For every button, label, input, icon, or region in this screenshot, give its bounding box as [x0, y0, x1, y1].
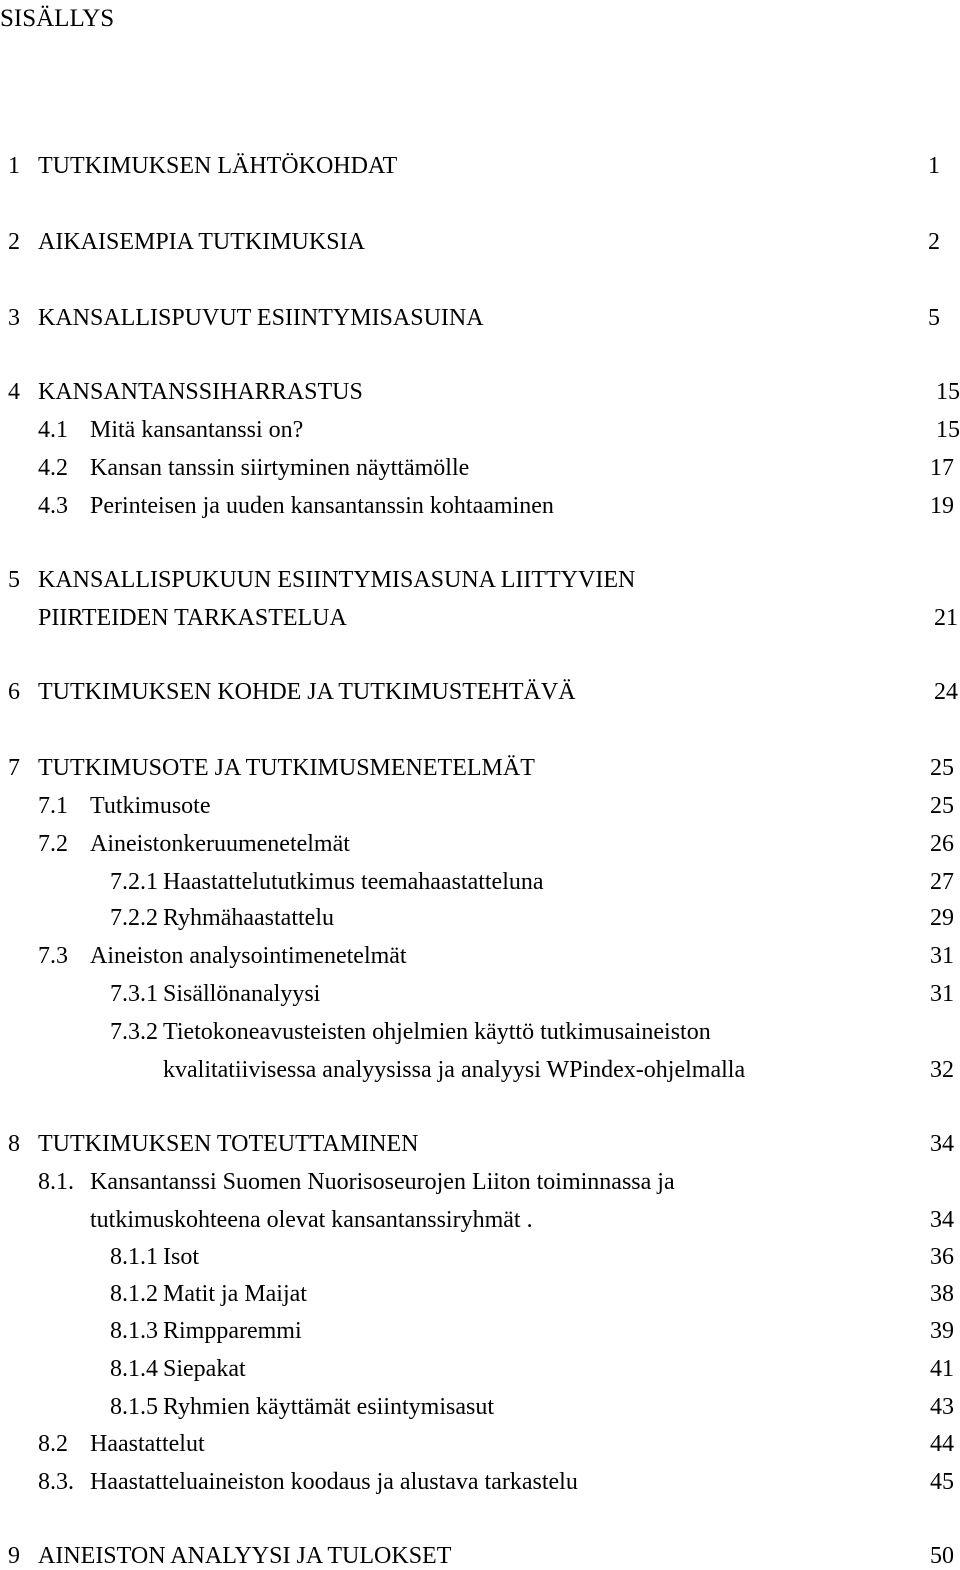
toc-entry-title: KANSANTANSSIHARRASTUS — [38, 379, 363, 405]
toc-entry-title: Siepakat — [163, 1356, 246, 1382]
toc-entry-number: 8.1.1 — [110, 1244, 158, 1270]
toc-entry-number: 8.1. — [38, 1169, 74, 1195]
toc-entry-title: Ryhmien käyttämät esiintymisasut — [163, 1394, 494, 1420]
toc-entry-number: 4 — [8, 379, 20, 405]
toc-entry-page: 41 — [930, 1356, 954, 1382]
toc-entry-page: 2 — [928, 229, 940, 255]
toc-entry-page: 29 — [930, 905, 954, 931]
toc-entry-title: TUTKIMUKSEN LÄHTÖKOHDAT — [38, 153, 398, 179]
toc-entry-page: 39 — [930, 1318, 954, 1344]
toc-entry-number: 7.3 — [38, 943, 68, 969]
toc-entry-number: 1 — [8, 153, 20, 179]
toc-entry-title: KANSALLISPUKUUN ESIINTYMISASUNA LIITTYVIEN — [38, 567, 636, 593]
toc-entry-number: 7.1 — [38, 793, 68, 819]
toc-entry-title: Tietokoneavusteisten ohjelmien käyttö tutkimusaineiston — [163, 1019, 711, 1045]
toc-entry-title: Tutkimusote — [90, 793, 211, 819]
toc-entry-page: 19 — [930, 493, 954, 519]
toc-entry-number: 7.2.1 — [110, 869, 158, 895]
toc-entry-number: 4.1 — [38, 417, 68, 443]
toc-entry-number: 7.3.1 — [110, 981, 158, 1007]
toc-entry-page: 34 — [930, 1207, 954, 1233]
toc-entry-title: AINEISTON ANALYYSI JA TULOKSET — [38, 1543, 452, 1569]
toc-entry-title: Kansan tanssin siirtyminen näyttämölle — [90, 455, 470, 481]
toc-entry-page: 24 — [934, 679, 958, 705]
toc-entry-page: 31 — [930, 981, 954, 1007]
toc-entry-page: 44 — [930, 1431, 954, 1457]
toc-entry-page: 15 — [936, 379, 960, 405]
toc-entry-page: 5 — [928, 305, 940, 331]
toc-entry-page: 17 — [930, 455, 954, 481]
toc-entry-title: TUTKIMUSOTE JA TUTKIMUSMENETELMÄT — [38, 755, 535, 781]
toc-entry-number: 8.1.4 — [110, 1356, 158, 1382]
toc-entry-title: tutkimuskohteena olevat kansantanssiryhmät . — [90, 1207, 533, 1233]
toc-entry-title: TUTKIMUKSEN TOTEUTTAMINEN — [38, 1131, 419, 1157]
toc-entry-number: 6 — [8, 679, 20, 705]
toc-entry-title: Haastattelututkimus teemahaastatteluna — [163, 869, 544, 895]
toc-entry-number: 8.1.2 — [110, 1281, 158, 1307]
toc-entry-number: 8.1.3 — [110, 1318, 158, 1344]
toc-entry-title: Matit ja Maijat — [163, 1281, 307, 1307]
toc-entry-number: 4.2 — [38, 455, 68, 481]
toc-entry-number: 8.1.5 — [110, 1394, 158, 1420]
toc-entry-title: KANSALLISPUVUT ESIINTYMISASUINA — [38, 305, 484, 331]
toc-entry-page: 31 — [930, 943, 954, 969]
toc-entry-title: Kansantanssi Suomen Nuorisoseurojen Liiton toiminnassa ja — [90, 1169, 675, 1195]
toc-entry-title: Haastattelut — [90, 1431, 205, 1457]
toc-entry-title: PIIRTEIDEN TARKASTELUA — [38, 605, 347, 631]
toc-entry-title: Rimpparemmi — [163, 1318, 302, 1344]
toc-entry-page: 21 — [934, 605, 958, 631]
toc-entry-page: 43 — [930, 1394, 954, 1420]
toc-entry-number: 7.2 — [38, 831, 68, 857]
toc-entry-number: 8.3. — [38, 1469, 74, 1495]
toc-entry-page: 25 — [930, 755, 954, 781]
toc-entry-page: 25 — [930, 793, 954, 819]
toc-entry-title: Aineiston analysointimenetelmät — [90, 943, 407, 969]
toc-entry-page: 50 — [930, 1543, 954, 1569]
toc-entry-page: 34 — [930, 1131, 954, 1157]
toc-entry-title: Mitä kansantanssi on? — [90, 417, 304, 443]
page-title: SISÄLLYS — [0, 5, 115, 32]
toc-entry-page: 27 — [930, 869, 954, 895]
toc-entry-number: 8 — [8, 1131, 20, 1157]
toc-entry-title: kvalitatiivisessa analyysissa ja analyysi WPindex-ohjelmalla — [163, 1057, 746, 1083]
toc-entry-number: 7.2.2 — [110, 905, 158, 931]
toc-entry-page: 26 — [930, 831, 954, 857]
toc-entry-number: 8.2 — [38, 1431, 68, 1457]
toc-entry-number: 9 — [8, 1543, 20, 1569]
toc-entry-page: 38 — [930, 1281, 954, 1307]
toc-entry-page: 15 — [936, 417, 960, 443]
toc-entry-title: Isot — [163, 1244, 199, 1270]
toc-entry-title: AIKAISEMPIA TUTKIMUKSIA — [38, 229, 365, 255]
toc-entry-number: 7.3.2 — [110, 1019, 158, 1045]
toc-entry-number: 3 — [8, 305, 20, 331]
toc-entry-title: Sisällönanalyysi — [163, 981, 321, 1007]
toc-entry-title: Perinteisen ja uuden kansantanssin kohtaaminen — [90, 493, 554, 519]
toc-entry-page: 36 — [930, 1244, 954, 1270]
toc-entry-title: Ryhmähaastattelu — [163, 905, 334, 931]
toc-entry-title: TUTKIMUKSEN KOHDE JA TUTKIMUSTEHTÄVÄ — [38, 679, 576, 705]
toc-entry-page: 1 — [928, 153, 940, 179]
toc-entry-number: 5 — [8, 567, 20, 593]
toc-entry-number: 2 — [8, 229, 20, 255]
toc-entry-title: Aineistonkeruumenetelmät — [90, 831, 350, 857]
toc-entry-number: 7 — [8, 755, 20, 781]
toc-entry-page: 32 — [930, 1057, 954, 1083]
toc-entry-page: 45 — [930, 1469, 954, 1495]
toc-entry-number: 4.3 — [38, 493, 68, 519]
toc-entry-title: Haastatteluaineiston koodaus ja alustava tarkastelu — [90, 1469, 578, 1495]
